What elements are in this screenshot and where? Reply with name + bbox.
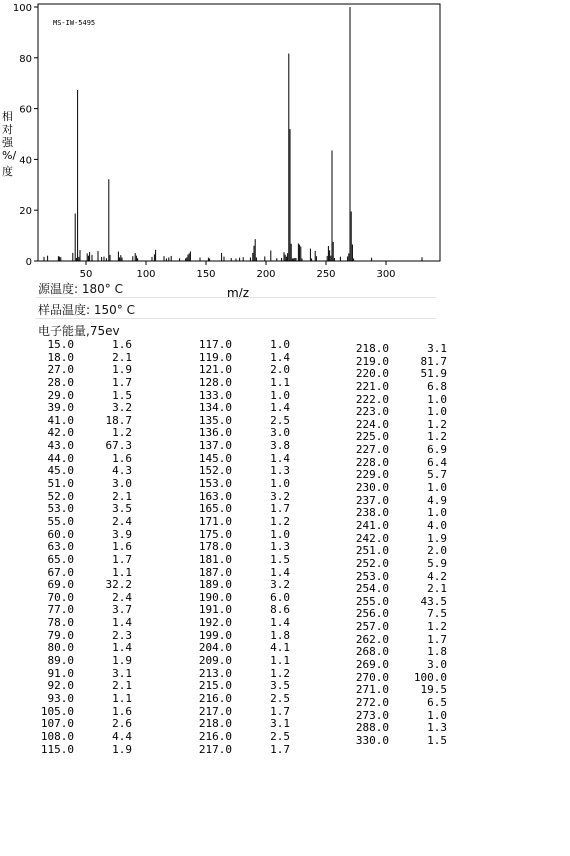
table-row — [198, 655, 290, 668]
mz-value: 288.0 — [355, 721, 389, 735]
abundance-value: 1.5 — [427, 733, 447, 747]
abundance-value: 1.7 — [112, 375, 132, 389]
y-axis-ticks — [13, 3, 38, 268]
mz-value: 145.0 — [198, 451, 232, 465]
mz-value: 165.0 — [198, 502, 232, 516]
table-row — [40, 655, 132, 668]
abundance-value: 1.2 — [427, 620, 447, 634]
abundance-value: 4.4 — [112, 729, 132, 743]
abundance-value: 1.4 — [270, 565, 290, 579]
abundance-value: 6.4 — [427, 455, 447, 469]
abundance-value: 4.3 — [112, 464, 132, 478]
mz-value: 117.0 — [198, 338, 232, 351]
mz-value: 230.0 — [355, 481, 389, 495]
abundance-value: 8.6 — [270, 603, 290, 617]
mz-value: 153.0 — [198, 477, 232, 491]
y-tick-label: 40 — [19, 155, 32, 167]
x-tick-label: 50 — [79, 269, 93, 280]
abundance-value: 1.0 — [270, 527, 290, 541]
mz-value: 191.0 — [198, 603, 232, 617]
spectrum-bars — [44, 7, 422, 261]
peak-table-column-2 — [198, 339, 290, 756]
mz-value: 192.0 — [198, 616, 232, 630]
mz-value: 137.0 — [198, 439, 232, 453]
table-row — [40, 339, 132, 352]
table-row — [355, 482, 447, 495]
abundance-value: 1.0 — [427, 392, 447, 406]
mz-value: 229.0 — [355, 468, 389, 482]
mz-value: 91.0 — [47, 666, 74, 680]
table-row — [355, 343, 447, 356]
table-row — [355, 406, 447, 419]
mz-value: 251.0 — [355, 544, 389, 558]
abundance-value: 4.9 — [427, 493, 447, 507]
mz-value: 237.0 — [355, 493, 389, 507]
mz-value: 79.0 — [47, 628, 74, 642]
abundance-value: 3.1 — [270, 717, 290, 731]
mz-value: 78.0 — [47, 616, 74, 630]
table-row — [198, 718, 290, 731]
abundance-value: 3.2 — [270, 578, 290, 592]
abundance-value: 1.0 — [270, 338, 290, 351]
mz-value: 105.0 — [40, 704, 74, 718]
mz-value: 221.0 — [355, 379, 389, 393]
mz-value: 273.0 — [355, 708, 389, 722]
peak-table-column-3 — [355, 343, 447, 748]
abundance-value: 1.4 — [270, 616, 290, 630]
mz-value: 67.0 — [47, 565, 74, 579]
table-row — [40, 402, 132, 415]
table-row — [198, 440, 290, 453]
x-axis-label: m/z — [226, 286, 250, 300]
abundance-value: 3.0 — [270, 426, 290, 440]
abundance-value: 1.0 — [270, 477, 290, 491]
mz-value: 42.0 — [47, 426, 74, 440]
abundance-value: 1.1 — [270, 375, 290, 389]
mz-value: 330.0 — [355, 733, 389, 747]
table-row — [355, 545, 447, 558]
mz-value: 228.0 — [355, 455, 389, 469]
abundance-value: 3.1 — [427, 342, 447, 355]
table-row — [198, 579, 290, 592]
mz-value: 70.0 — [47, 590, 74, 604]
table-row — [198, 339, 290, 352]
mz-value: 163.0 — [198, 489, 232, 503]
mz-value: 272.0 — [355, 695, 389, 709]
abundance-value: 32.2 — [105, 578, 132, 592]
mass-spectrum-chart — [0, 0, 570, 300]
table-row — [355, 381, 447, 394]
abundance-value: 1.4 — [270, 401, 290, 415]
abundance-value: 5.7 — [427, 468, 447, 482]
mz-value: 128.0 — [198, 375, 232, 389]
y-tick-label: 60 — [19, 104, 32, 116]
mz-value: 257.0 — [355, 620, 389, 634]
mz-value: 171.0 — [198, 514, 232, 528]
abundance-value: 1.9 — [112, 742, 132, 756]
chart-title: MS-IW-5495 — [53, 19, 96, 27]
mz-value: 242.0 — [355, 531, 389, 545]
mz-value: 53.0 — [47, 502, 74, 516]
table-row — [198, 516, 290, 529]
mz-value: 253.0 — [355, 569, 389, 583]
mz-value: 218.0 — [198, 717, 232, 731]
mz-value: 224.0 — [355, 417, 389, 431]
table-row — [40, 744, 132, 757]
mz-value: 216.0 — [198, 729, 232, 743]
abundance-value: 1.9 — [427, 531, 447, 545]
abundance-value: 3.8 — [270, 439, 290, 453]
mz-value: 189.0 — [198, 578, 232, 592]
mz-value: 175.0 — [198, 527, 232, 541]
abundance-value: 5.9 — [427, 556, 447, 570]
table-row — [40, 731, 132, 744]
table-row — [40, 541, 132, 554]
table-row — [40, 693, 132, 706]
table-row — [355, 659, 447, 672]
abundance-value: 2.6 — [112, 717, 132, 731]
mz-value: 215.0 — [198, 679, 232, 693]
mz-value: 213.0 — [198, 666, 232, 680]
abundance-value: 1.1 — [112, 691, 132, 705]
x-axis-ticks — [80, 261, 396, 280]
mz-value: 27.0 — [47, 363, 74, 377]
abundance-value: 1.7 — [427, 632, 447, 646]
abundance-value: 3.5 — [270, 679, 290, 693]
mz-value: 133.0 — [198, 388, 232, 402]
mz-value: 134.0 — [198, 401, 232, 415]
mz-value: 80.0 — [47, 641, 74, 655]
table-row — [198, 693, 290, 706]
mz-value: 269.0 — [355, 658, 389, 672]
abundance-value: 1.3 — [270, 540, 290, 554]
mz-value: 63.0 — [47, 540, 74, 554]
table-row — [40, 554, 132, 567]
y-tick-label: 0 — [25, 257, 32, 268]
abundance-value: 1.2 — [427, 417, 447, 431]
mz-value: 92.0 — [47, 679, 74, 693]
abundance-value: 1.7 — [270, 704, 290, 718]
abundance-value: 3.9 — [112, 527, 132, 541]
abundance-value: 1.0 — [427, 708, 447, 722]
mz-value: 219.0 — [355, 354, 389, 368]
table-row — [198, 377, 290, 390]
abundance-value: 1.2 — [112, 426, 132, 440]
mz-value: 187.0 — [198, 565, 232, 579]
mz-value: 43.0 — [47, 439, 74, 453]
mz-value: 178.0 — [198, 540, 232, 554]
abundance-value: 3.7 — [112, 603, 132, 617]
electron-energy: 电子能量,75ev — [38, 324, 120, 338]
mz-value: 45.0 — [47, 464, 74, 478]
mz-value: 271.0 — [355, 683, 389, 697]
abundance-value: 1.4 — [270, 451, 290, 465]
abundance-value: 1.8 — [427, 645, 447, 659]
mz-value: 69.0 — [47, 578, 74, 592]
mz-value: 222.0 — [355, 392, 389, 406]
mz-value: 77.0 — [47, 603, 74, 617]
abundance-value: 1.5 — [112, 388, 132, 402]
x-tick-label: 250 — [316, 269, 336, 280]
abundance-value: 2.1 — [112, 350, 132, 364]
abundance-value: 3.0 — [427, 658, 447, 672]
mz-value: 254.0 — [355, 582, 389, 596]
abundance-value: 2.4 — [112, 590, 132, 604]
abundance-value: 1.0 — [427, 405, 447, 419]
mz-value: 217.0 — [198, 704, 232, 718]
abundance-value: 4.1 — [270, 641, 290, 655]
abundance-value: 18.7 — [105, 413, 132, 427]
divider — [36, 297, 436, 298]
table-row — [198, 731, 290, 744]
mz-value: 152.0 — [198, 464, 232, 478]
table-row — [355, 735, 447, 748]
abundance-value: 67.3 — [105, 439, 132, 453]
abundance-value: 1.6 — [112, 540, 132, 554]
abundance-value: 2.5 — [270, 691, 290, 705]
abundance-value: 2.3 — [112, 628, 132, 642]
mz-value: 262.0 — [355, 632, 389, 646]
table-row — [198, 402, 290, 415]
abundance-value: 6.8 — [427, 379, 447, 393]
mz-value: 51.0 — [47, 477, 74, 491]
table-row — [198, 554, 290, 567]
abundance-value: 43.5 — [420, 594, 447, 608]
table-row — [198, 541, 290, 554]
abundance-value: 1.4 — [270, 350, 290, 364]
y-axis-label — [2, 109, 16, 178]
table-row — [355, 621, 447, 634]
mz-value: 15.0 — [47, 338, 74, 351]
abundance-value: 1.6 — [112, 704, 132, 718]
table-row — [355, 697, 447, 710]
mz-value: 270.0 — [355, 670, 389, 684]
x-tick-label: 150 — [196, 269, 216, 280]
mz-value: 238.0 — [355, 506, 389, 520]
abundance-value: 100.0 — [413, 670, 447, 684]
mz-value: 41.0 — [47, 413, 74, 427]
mz-value: 108.0 — [40, 729, 74, 743]
abundance-value: 1.7 — [112, 552, 132, 566]
y-tick-label: 80 — [19, 53, 32, 65]
x-tick-label: 300 — [376, 269, 396, 280]
table-row — [40, 718, 132, 731]
x-tick-label: 100 — [136, 269, 156, 280]
abundance-value: 4.2 — [427, 569, 447, 583]
table-row — [40, 377, 132, 390]
mz-value: 209.0 — [198, 654, 232, 668]
abundance-value: 2.5 — [270, 729, 290, 743]
mz-value: 241.0 — [355, 518, 389, 532]
mz-value: 227.0 — [355, 443, 389, 457]
abundance-value: 1.3 — [270, 464, 290, 478]
y-axis-label-text: 相对强%/度 — [2, 110, 17, 178]
mz-value: 107.0 — [40, 717, 74, 731]
table-row — [40, 579, 132, 592]
table-row — [355, 583, 447, 596]
plot-frame — [38, 4, 440, 261]
mz-value: 115.0 — [40, 742, 74, 756]
mz-value: 218.0 — [355, 342, 389, 355]
table-row — [355, 444, 447, 457]
mz-value: 44.0 — [47, 451, 74, 465]
mz-value: 55.0 — [47, 514, 74, 528]
mz-value: 255.0 — [355, 594, 389, 608]
table-row — [198, 744, 290, 757]
table-row — [40, 478, 132, 491]
abundance-value: 1.6 — [112, 338, 132, 351]
source-temperature: 源温度: 180° C — [38, 282, 123, 296]
abundance-value: 1.8 — [270, 628, 290, 642]
abundance-value: 1.7 — [270, 742, 290, 756]
mz-value: 223.0 — [355, 405, 389, 419]
abundance-value: 6.9 — [427, 443, 447, 457]
abundance-value: 6.5 — [427, 695, 447, 709]
abundance-value: 2.1 — [112, 489, 132, 503]
mz-value: 217.0 — [198, 742, 232, 756]
abundance-value: 3.5 — [112, 502, 132, 516]
abundance-value: 2.1 — [427, 582, 447, 596]
table-row — [198, 617, 290, 630]
x-tick-label: 200 — [256, 269, 276, 280]
abundance-value: 2.4 — [112, 514, 132, 528]
abundance-value: 1.6 — [112, 451, 132, 465]
table-row — [355, 520, 447, 533]
mz-value: 268.0 — [355, 645, 389, 659]
abundance-value: 1.2 — [427, 430, 447, 444]
abundance-value: 1.0 — [270, 388, 290, 402]
mz-value: 181.0 — [198, 552, 232, 566]
y-tick-label: 100 — [12, 3, 32, 14]
abundance-value: 3.2 — [270, 489, 290, 503]
mz-value: 93.0 — [47, 691, 74, 705]
abundance-value: 2.1 — [112, 679, 132, 693]
mz-value: 121.0 — [198, 363, 232, 377]
mz-value: 52.0 — [47, 489, 74, 503]
abundance-value: 2.0 — [270, 363, 290, 377]
mz-value: 65.0 — [47, 552, 74, 566]
mz-value: 119.0 — [198, 350, 232, 364]
abundance-value: 19.5 — [420, 683, 447, 697]
abundance-value: 1.7 — [270, 502, 290, 516]
peak-table-column-1 — [40, 339, 132, 756]
abundance-value: 1.9 — [112, 654, 132, 668]
mz-value: 220.0 — [355, 367, 389, 381]
mz-value: 225.0 — [355, 430, 389, 444]
table-row — [355, 558, 447, 571]
abundance-value: 7.5 — [427, 607, 447, 621]
abundance-value: 1.4 — [112, 641, 132, 655]
table-row — [198, 478, 290, 491]
divider — [36, 318, 436, 319]
mz-value: 39.0 — [47, 401, 74, 415]
table-row — [40, 516, 132, 529]
mz-value: 216.0 — [198, 691, 232, 705]
abundance-value: 1.9 — [112, 363, 132, 377]
abundance-value: 1.1 — [112, 565, 132, 579]
mz-value: 60.0 — [47, 527, 74, 541]
mz-value: 29.0 — [47, 388, 74, 402]
mz-value: 136.0 — [198, 426, 232, 440]
table-row — [40, 440, 132, 453]
mz-value: 252.0 — [355, 556, 389, 570]
abundance-value: 3.2 — [112, 401, 132, 415]
abundance-value: 1.0 — [427, 506, 447, 520]
abundance-value: 1.5 — [270, 552, 290, 566]
mz-value: 204.0 — [198, 641, 232, 655]
abundance-value: 1.1 — [270, 654, 290, 668]
y-tick-label: 20 — [19, 206, 32, 218]
abundance-value: 1.0 — [427, 481, 447, 495]
mz-value: 18.0 — [47, 350, 74, 364]
abundance-value: 1.3 — [427, 721, 447, 735]
mz-value: 135.0 — [198, 413, 232, 427]
abundance-value: 3.0 — [112, 477, 132, 491]
abundance-value: 4.0 — [427, 518, 447, 532]
mz-value: 256.0 — [355, 607, 389, 621]
table-row — [355, 722, 447, 735]
abundance-value: 3.1 — [112, 666, 132, 680]
abundance-value: 1.2 — [270, 514, 290, 528]
abundance-value: 2.5 — [270, 413, 290, 427]
mz-value: 199.0 — [198, 628, 232, 642]
mz-value: 89.0 — [47, 654, 74, 668]
abundance-value: 2.0 — [427, 544, 447, 558]
abundance-value: 81.7 — [420, 354, 447, 368]
table-row — [40, 617, 132, 630]
mz-value: 190.0 — [198, 590, 232, 604]
sample-temperature: 样品温度: 150° C — [38, 303, 135, 317]
abundance-value: 51.9 — [420, 367, 447, 381]
abundance-value: 6.0 — [270, 590, 290, 604]
mz-value: 28.0 — [47, 375, 74, 389]
abundance-value: 1.4 — [112, 616, 132, 630]
abundance-value: 1.2 — [270, 666, 290, 680]
